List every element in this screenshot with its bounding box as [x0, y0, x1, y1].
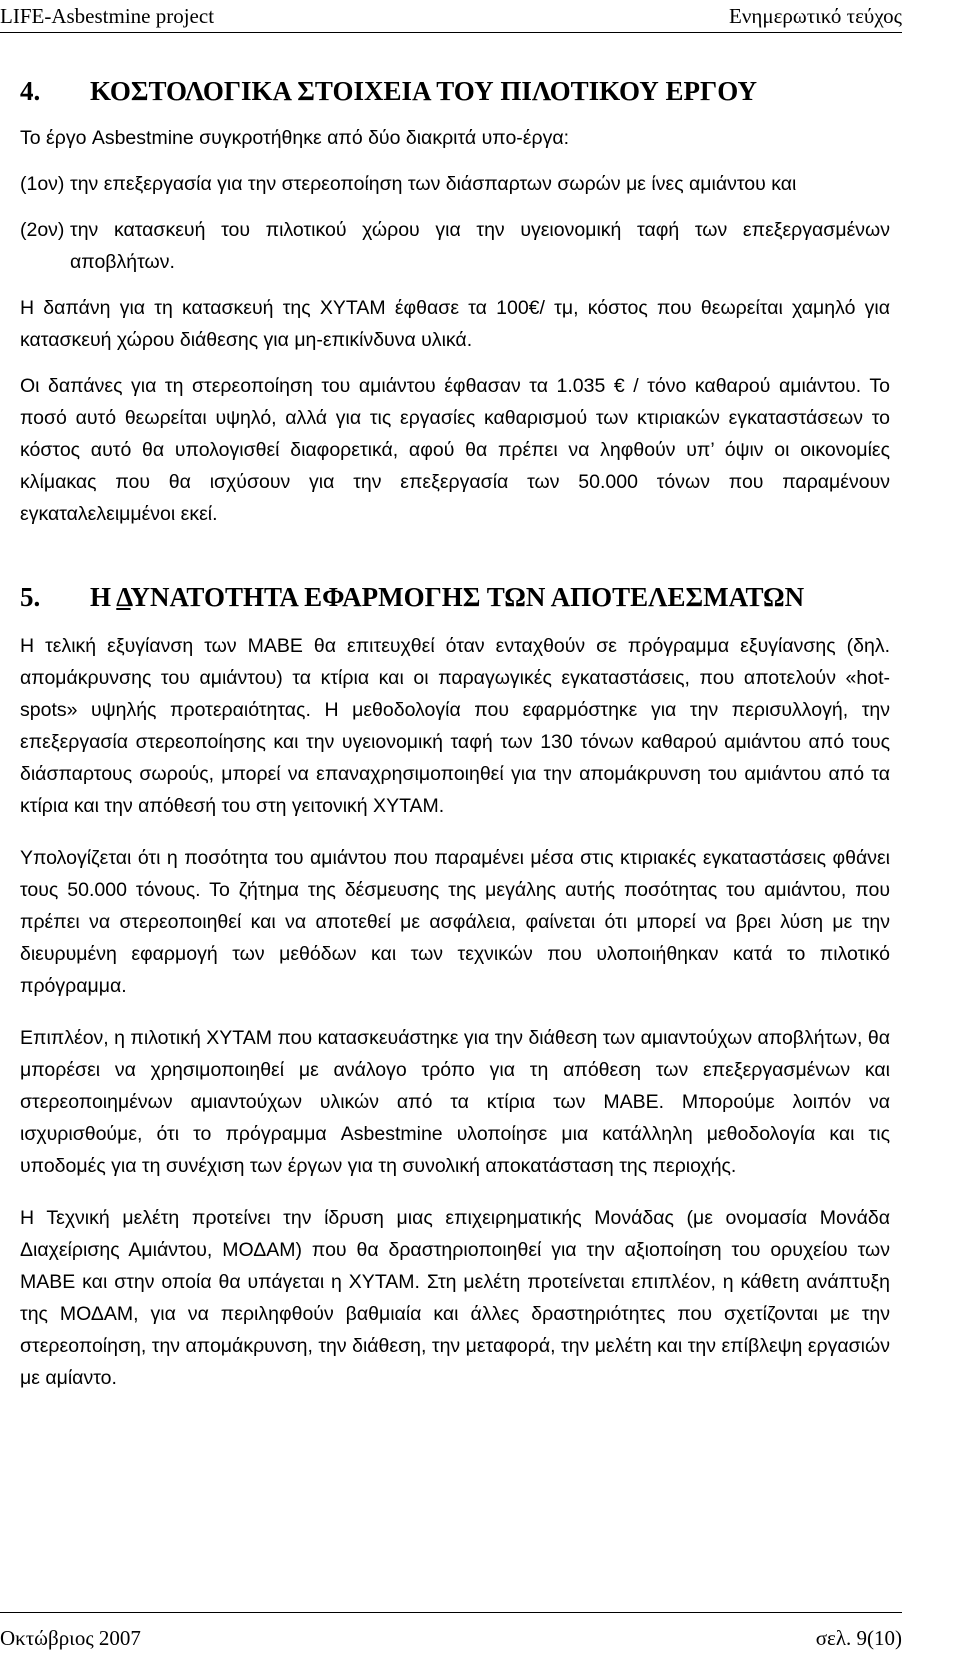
section-4-heading: [20, 74, 890, 108]
section-5-title-part: ΥΝΑΤΟΤΗΤΑ ΕΦΑΡΜΟΓΗΣ ΤΩΝ ΑΠΟΤΕΛΕΣΜΑΤΩΝ: [130, 582, 805, 612]
section-5-title-underlined: Δ: [116, 582, 131, 612]
page-footer: [0, 1612, 902, 1653]
section-4-title: ΚΟΣΤΟΛΟΓΙΚΑ ΣΤΟΙΧΕΙΑ ΤΟΥ ΠΙΛΟΤΙΚΟΥ ΕΡΓΟΥ: [90, 76, 757, 106]
list-item-text: την κατασκευή του πιλοτικού χώρου για την υγειονομική ταφή των επεξεργασμένων αποβλήτων.: [70, 219, 890, 273]
header-document-type: Ενημερωτικό τεύχος: [729, 4, 902, 28]
section-5-paragraph-1: Η τελική εξυγίανση των ΜΑΒΕ θα επιτευχθεί όταν ενταχθούν σε πρόγραμμα εξυγίανσης (δηλ. απομάκρυνσης του αμιάντου) τα κτίρια και οι παραγωγικές εγκαταστάσεις, που αποτελούν «hot-spots» υψηλής προτεραιότητας. Η μεθοδολογία που εφαρμόστηκε για την περισυλλογή, την επεξεργασία στερεοποίησης και την υγειονομική ταφή των 130 τόνων καθαρού αμιάντου από τους διάσπαρτους σωρούς, μπορεί να επαναχρησιμοποιηθεί για την απομάκρυνση του αμιάντου από τα κτίρια και την απόθεσή του στη γειτονική ΧΥΤΑΜ.: [20, 635, 890, 817]
header-project-name: LIFE-Asbestmine project: [0, 4, 215, 28]
section-5-paragraph-2: Υπολογίζεται ότι η ποσότητα του αμιάντου που παραμένει μέσα στις κτιριακές εγκαταστάσεις φθάνει τους 50.000 τόνους. Το ζήτημα της δέσμευσης της μεγάλης αυτής ποσότητας του αμιάντου, που πρέπει να στερεοποιηθεί και να αποτεθεί με ασφάλεια, φαίνεται ότι μπορεί να βρει λύση με την διευρυμένη εφαρμογή των μεθόδων και των τεχνικών που υλοποιήθηκαν κατά το πιλοτικό πρόγραμμα.: [20, 847, 890, 997]
section-5-paragraph-3: Επιπλέον, η πιλοτική ΧΥΤΑΜ που κατασκευάστηκε για την διάθεση των αμιαντούχων αποβλήτων, θα μπορέσει να χρησιμοποιηθεί με ανάλογο τρόπο για τη απόθεση των επεξεργασμένων και στερεοποιημένων αμιαντούχων υλικών από τα κτίρια των ΜΑΒΕ. Μπορούμε λοιπόν να ισχυρισθούμε, ότι το πρόγραμμα Asbestmine υλοποίησε μια κατάλληλη μεθοδολογία και τις υποδομές για τη συνέχιση των έργων για τη συνολική αποκατάσταση της περιοχής.: [20, 1027, 890, 1177]
section-5-number: 5.: [20, 582, 41, 612]
list-item-label: (1ον): [20, 173, 65, 195]
list-item-text: την επεξεργασία για την στερεοποίηση των διάσπαρτων σωρών με ίνες αμιάντου και: [70, 173, 797, 195]
page-header: [0, 2, 902, 33]
section-5-heading: [20, 578, 890, 616]
footer-page-number: σελ. 9(10): [815, 1626, 902, 1650]
list-item: [20, 168, 890, 200]
section-5-title-part: Η: [90, 582, 117, 612]
document-body: [20, 74, 890, 1394]
section-5-title: [90, 578, 870, 616]
footer-date: Οκτώβριος 2007: [0, 1626, 141, 1650]
list-item: [20, 214, 890, 278]
section-4-intro: Το έργο Asbestmine συγκροτήθηκε από δύο διακριτά υπο-έργα:: [20, 127, 570, 149]
section-4-number: 4.: [20, 76, 41, 106]
section-5-paragraph-4: Η Τεχνική μελέτη προτείνει την ίδρυση μιας επιχειρηματικής Μονάδας (με ονομασία Μονάδα Διαχείρισης Αμιάντου, ΜΟΔΑΜ) που θα δραστηριοποιηθεί για την αξιοποίηση του ορυχείου των ΜΑΒΕ και στην οποία θα υπάγεται η ΧΥΤΑΜ. Στη μελέτη προτείνεται επιπλέον, η κάθετη ανάπτυξη της ΜΟΔΑΜ, για να περιληφθούν βαθμιαία και άλλες δραστηριότητες που σχετίζονται με την στερεοποίηση, την απομάκρυνση, την διάθεση, την μεταφορά, την μελέτη και την επίβλεψη εργασιών με αμίαντο.: [20, 1207, 890, 1389]
section-4-paragraph-cost: Η δαπάνη για τη κατασκευή της ΧΥΤΑΜ έφθασε τα 100€/ τμ, κόστος που θεωρείται χαμηλό για κατασκευή χώρου διάθεσης για μη-επικίνδυνα υλικά.: [20, 297, 890, 351]
section-4-paragraph-solidification: Οι δαπάνες για τη στερεοποίηση του αμιάντου έφθασαν τα 1.035 € / τόνο καθαρού αμιάντου. Το ποσό αυτό θεωρείται υψηλό, αλλά για τις εργασίες καθαρισμού των κτιριακών εγκαταστάσεων το κόστος αυτό θα υπολογισθεί διαφορετικά, αφού θα πρέπει να ληφθούν υπ’ όψιν οι οικονομίες κλίμακας που θα ισχύσουν για την επεξεργασία των 50.000 τόνων που παραμένουν εγκαταλελειμμένοι εκεί.: [20, 375, 890, 525]
list-item-label: (2ον): [20, 219, 65, 241]
